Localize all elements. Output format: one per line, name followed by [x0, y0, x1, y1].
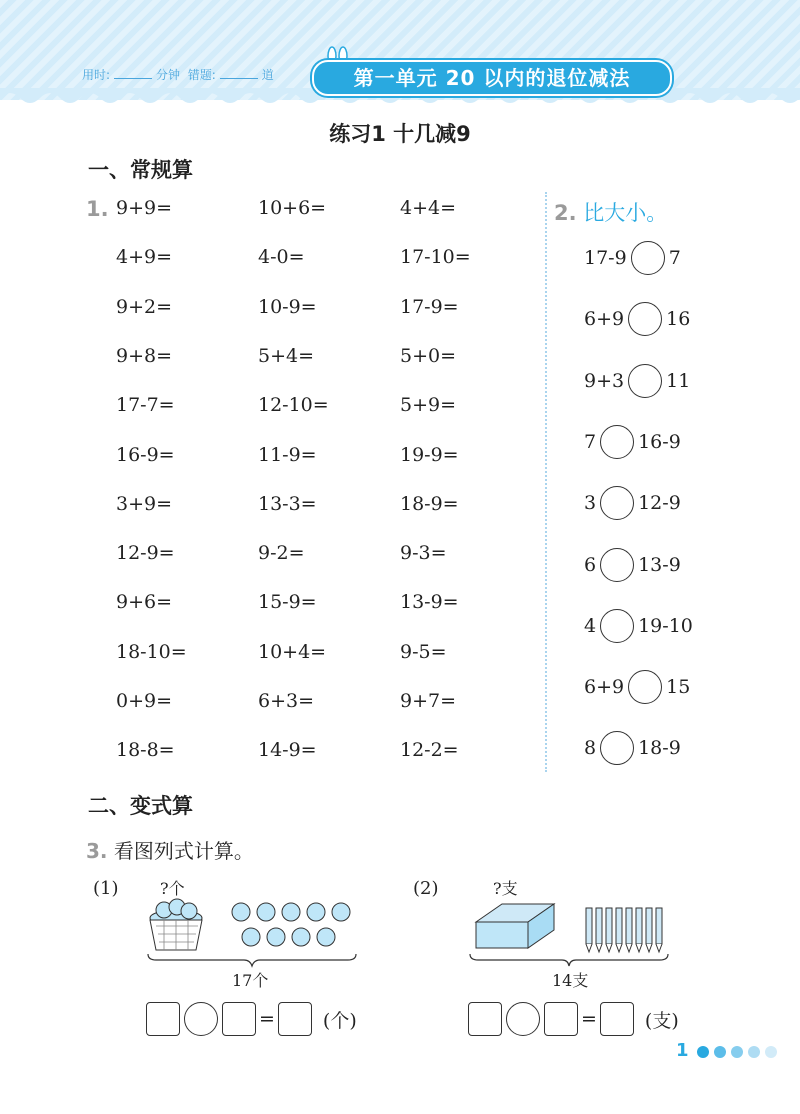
q1-problem: 9-2=	[258, 542, 305, 565]
q1-problem: 10-9=	[258, 295, 317, 318]
q1-problem: 4+9=	[116, 246, 173, 269]
brace-2-icon	[468, 952, 670, 968]
apples-icon	[232, 903, 350, 946]
compare-circle[interactable]	[628, 302, 662, 336]
q1-problem: 19-9=	[400, 443, 459, 466]
compare-row	[584, 425, 681, 459]
q1-problem: 17-10=	[400, 246, 471, 269]
compare-right: 16	[666, 308, 691, 331]
time-unit: 分钟	[156, 68, 181, 82]
compare-left: 7	[584, 430, 597, 453]
q1-problem: 13-3=	[258, 492, 317, 515]
q1-problem: 9+2=	[116, 295, 173, 318]
compare-circle[interactable]	[628, 364, 662, 398]
column-divider	[545, 192, 547, 772]
compare-circle[interactable]	[600, 609, 634, 643]
compare-right: 18-9	[638, 737, 681, 760]
compare-left: 6+9	[584, 676, 625, 699]
compare-row	[584, 486, 681, 520]
q1-problem: 9+6=	[116, 591, 173, 614]
operator-circle[interactable]	[184, 1002, 218, 1036]
compare-left: 4	[584, 614, 597, 637]
q1-problem: 17-7=	[116, 394, 175, 417]
errors-unit: 道	[261, 68, 274, 82]
page-dot	[731, 1046, 743, 1058]
operator-circle[interactable]	[506, 1002, 540, 1036]
q1-problem: 15-9=	[258, 591, 317, 614]
q1-problem: 5+0=	[400, 344, 457, 367]
q1-problem: 0+9=	[116, 690, 173, 712]
q1-problem: 9+9=	[116, 197, 173, 219]
part2-total: 14支	[552, 971, 589, 990]
compare-left: 8	[584, 737, 597, 760]
compare-circle[interactable]	[600, 486, 634, 520]
q1-problem: 3+9=	[116, 492, 173, 515]
q3-number: 3.	[86, 839, 108, 863]
compare-right: 12-9	[638, 492, 681, 515]
q1-problem: 18-8=	[116, 739, 175, 762]
answer-box[interactable]	[222, 1002, 256, 1036]
errors-label: 错题:	[187, 68, 216, 82]
answer-box[interactable]	[146, 1002, 180, 1036]
compare-circle[interactable]	[628, 670, 662, 704]
pencils-picture	[472, 900, 672, 954]
errors-blank[interactable]	[220, 78, 258, 79]
q1-problem: 14-9=	[258, 739, 317, 762]
compare-row	[584, 670, 690, 704]
compare-left: 9+3	[584, 369, 625, 392]
q1-problem: 5+9=	[400, 394, 457, 417]
compare-left: 6	[584, 553, 597, 576]
compare-row	[584, 302, 690, 336]
page-number: 1	[676, 1040, 689, 1061]
q1-number: 1.	[86, 197, 109, 221]
page-dot	[697, 1046, 709, 1058]
q1-problem: 11-9=	[258, 443, 317, 466]
section-heading-2: 二、变式算	[88, 794, 193, 818]
compare-circle[interactable]	[600, 548, 634, 582]
part1-unit: (个)	[322, 1009, 357, 1032]
answer-box[interactable]	[468, 1002, 502, 1036]
part1-total: 17个	[232, 971, 269, 990]
compare-circle[interactable]	[600, 425, 634, 459]
part2-equation	[468, 1002, 679, 1036]
q1-problem: 17-9=	[400, 295, 459, 318]
compare-left: 17-9	[584, 247, 627, 269]
apples-picture	[146, 896, 356, 956]
q1-problem: 12-10=	[258, 394, 329, 417]
compare-row	[584, 241, 681, 275]
q1-problem: 9+8=	[116, 344, 173, 367]
page-dot	[714, 1046, 726, 1058]
pencils-icon	[586, 908, 662, 952]
q1-problem: 9+7=	[400, 690, 457, 712]
equals-sign: =	[581, 1008, 597, 1030]
compare-row	[584, 731, 681, 765]
pencil-box-icon	[476, 904, 554, 948]
compare-right: 13-9	[638, 553, 681, 576]
compare-row	[584, 364, 690, 398]
time-errors-record	[82, 66, 274, 83]
brace-1-icon	[146, 952, 358, 968]
compare-circle[interactable]	[600, 731, 634, 765]
part2-label: (2)	[413, 878, 439, 899]
q1-problem: 16-9=	[116, 443, 175, 466]
section-heading-1: 一、常规算	[88, 158, 193, 182]
q1-problem: 13-9=	[400, 591, 459, 614]
equals-sign: =	[259, 1008, 275, 1030]
part2-unit: (支)	[644, 1009, 679, 1032]
answer-box[interactable]	[544, 1002, 578, 1036]
part1-label: (1)	[93, 878, 119, 899]
compare-left: 6+9	[584, 308, 625, 331]
compare-row	[584, 609, 693, 643]
q1-problem: 4-0=	[258, 246, 305, 269]
q1-problem: 18-9=	[400, 492, 459, 515]
q3-title: 看图列式计算。	[113, 839, 254, 863]
unit-title-banner: 第一单元 20 以内的退位减法	[312, 60, 672, 96]
part1-question: ?个	[160, 879, 185, 898]
compare-row	[584, 548, 681, 582]
page-dot	[748, 1046, 760, 1058]
compare-circle[interactable]	[631, 241, 665, 275]
compare-right: 15	[666, 676, 691, 699]
page-title: 练习1 十几减9	[329, 122, 471, 146]
answer-box[interactable]	[278, 1002, 312, 1036]
compare-right: 19-10	[638, 614, 693, 637]
apple-basket-icon	[150, 899, 202, 950]
q1-problem: 4+4=	[400, 197, 457, 219]
q3-heading	[86, 835, 254, 864]
page-dot	[765, 1046, 777, 1058]
q1-problem: 18-10=	[116, 640, 187, 663]
part2-question: ?支	[493, 879, 518, 898]
answer-box[interactable]	[600, 1002, 634, 1036]
compare-right: 16-9	[638, 430, 681, 453]
compare-right: 11	[666, 369, 691, 392]
q1-problem: 9-5=	[400, 640, 447, 663]
time-label: 用时:	[82, 68, 111, 82]
compare-right: 7	[668, 247, 681, 269]
part1-equation	[146, 1002, 357, 1036]
q1-problem: 6+3=	[258, 690, 315, 712]
q1-problem: 9-3=	[400, 542, 447, 565]
q2-heading	[554, 197, 667, 227]
q1-problem: 10+4=	[258, 640, 327, 663]
q1-problem: 12-9=	[116, 542, 175, 565]
q2-number: 2.	[554, 201, 577, 225]
q1-problem: 5+4=	[258, 344, 315, 367]
time-blank[interactable]	[114, 78, 152, 79]
q1-problem: 10+6=	[258, 197, 327, 219]
q2-title: 比大小。	[583, 201, 668, 225]
q1-problem: 12-2=	[400, 739, 459, 762]
compare-left: 3	[584, 492, 597, 515]
